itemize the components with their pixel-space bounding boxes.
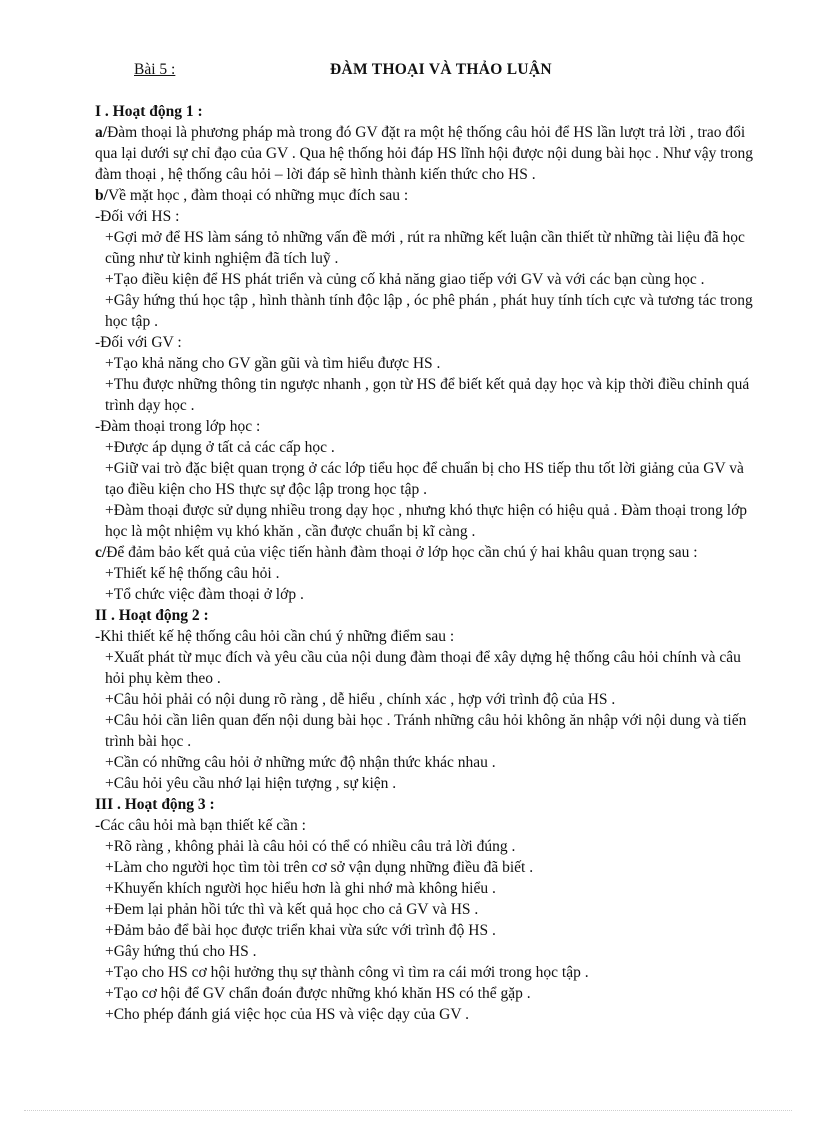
section-1-heading: I . Hoạt động 1 : <box>95 103 203 120</box>
list-item: +Khuyến khích người học hiểu hơn là ghi nhớ mà không hiểu . <box>105 880 496 897</box>
list-item: +Làm cho người học tìm tòi trên cơ sở vận dụng những điều đã biết . <box>105 859 534 876</box>
list-item: +Cần có những câu hỏi ở những mức độ nhận thức khác nhau . <box>105 754 496 771</box>
list-item: +Cho phép đánh giá việc học của HS và việc dạy của GV . <box>105 1006 469 1023</box>
label-a: a/ <box>95 124 108 141</box>
section-3-intro: -Các câu hỏi mà bạn thiết kế cần : <box>95 817 306 834</box>
lesson-number: Bài 5 : <box>134 61 176 78</box>
document-header <box>0 59 816 81</box>
gv-heading: -Đối với GV : <box>95 334 182 351</box>
paragraph-a-text: Đàm thoại là phương pháp mà trong đó GV đặt ra một hệ thống câu hỏi để HS lần lượt trả lời , trao đổi qua lại dưới sự chỉ đạo của GV . Qua hệ thống hỏi đáp HS lĩnh hội được nội dung bài học . Như vậy trong đàm thoại , hệ thống câu hỏi – lời đáp sẽ hình thành kiến thức cho HS . <box>95 124 753 183</box>
list-item: +Giữ vai trò đặc biệt quan trọng ở các lớp tiểu học để chuẩn bị cho HS tiếp thu tốt lời giảng của GV và tạo điều kiện cho HS thực sự độc lập trong học tập . <box>105 460 744 498</box>
list-item: +Thiết kế hệ thống câu hỏi . <box>105 565 280 582</box>
paragraph-b <box>95 185 757 206</box>
class-heading: -Đàm thoại trong lớp học : <box>95 418 261 435</box>
list-item: +Thu được những thông tin ngược nhanh , gọn từ HS để biết kết quả dạy học và kịp thời điều chỉnh quá trình dạy học . <box>105 376 750 414</box>
list-item: +Rõ ràng , không phải là câu hỏi có thể có nhiều câu trả lời đúng . <box>105 838 516 855</box>
label-c: c/ <box>95 544 107 561</box>
list-item: +Tổ chức việc đàm thoại ở lớp . <box>105 586 304 603</box>
list-item: +Tạo cơ hội để GV chẩn đoán được những khó khăn HS có thể gặp . <box>105 985 531 1002</box>
list-item: +Câu hỏi cần liên quan đến nội dung bài học . Tránh những câu hỏi không ăn nhập với nội dung và tiến trình bài học . <box>105 712 747 750</box>
list-item: +Tạo điều kiện để HS phát triển và củng cố khả năng giao tiếp với GV và với các bạn cùng học . <box>105 271 705 288</box>
list-item: +Câu hỏi yêu cầu nhớ lại hiện tượng , sự kiện . <box>105 775 397 792</box>
list-item: +Tạo khả năng cho GV gần gũi và tìm hiểu được HS . <box>105 355 441 372</box>
section-2-heading: II . Hoạt động 2 : <box>95 607 209 624</box>
label-b: b/ <box>95 187 108 204</box>
paragraph-c <box>95 542 757 563</box>
page-bottom-divider <box>24 1110 792 1111</box>
list-item: +Gợi mở để HS làm sáng tỏ những vấn đề mới , rút ra những kết luận cần thiết từ những tài liệu đã học cũng như từ kinh nghiệm đã tích luỹ . <box>105 229 745 267</box>
paragraph-a <box>95 122 757 185</box>
section-2-intro: -Khi thiết kế hệ thống câu hỏi cần chú ý những điểm sau : <box>95 628 455 645</box>
list-item: +Đem lại phản hồi tức thì và kết quả học cho cả GV và HS . <box>105 901 479 918</box>
paragraph-b-text: Về mặt học , đàm thoại có những mục đích sau : <box>107 187 409 204</box>
list-item: +Gây hứng thú học tập , hình thành tính độc lập , óc phê phán , phát huy tính tích cực và tương tác trong học tập . <box>105 292 753 330</box>
list-item: +Gây hứng thú cho HS . <box>105 943 257 960</box>
section-3-heading: III . Hoạt động 3 : <box>95 796 215 813</box>
list-item: +Xuất phát từ mục đích và yêu cầu của nội dung đàm thoại để xây dựng hệ thống câu hỏi chính và câu hỏi phụ kèm theo . <box>105 649 741 687</box>
list-item: +Đàm thoại được sử dụng nhiều trong dạy học , nhưng khó thực hiện có hiệu quả . Đàm thoại trong lớp học là một nhiệm vụ khó khăn , cần được chuẩn bị kĩ càng . <box>105 502 748 540</box>
paragraph-c-text: Để đảm bảo kết quả của việc tiến hành đàm thoại ở lớp học cần chú ý hai khâu quan trọng sau : <box>106 544 698 561</box>
hs-heading: -Đối với HS : <box>95 208 180 225</box>
document-title: ĐÀM THOẠI VÀ THẢO LUẬN <box>330 61 552 78</box>
list-item: +Đảm bảo để bài học được triển khai vừa sức với trình độ HS . <box>105 922 496 939</box>
list-item: +Được áp dụng ở tất cả các cấp học . <box>105 439 335 456</box>
document-body <box>95 101 757 1025</box>
list-item: +Câu hỏi phải có nội dung rõ ràng , dễ hiểu , chính xác , hợp với trình độ của HS . <box>105 691 616 708</box>
list-item: +Tạo cho HS cơ hội hưởng thụ sự thành công vì tìm ra cái mới trong học tập . <box>105 964 589 981</box>
